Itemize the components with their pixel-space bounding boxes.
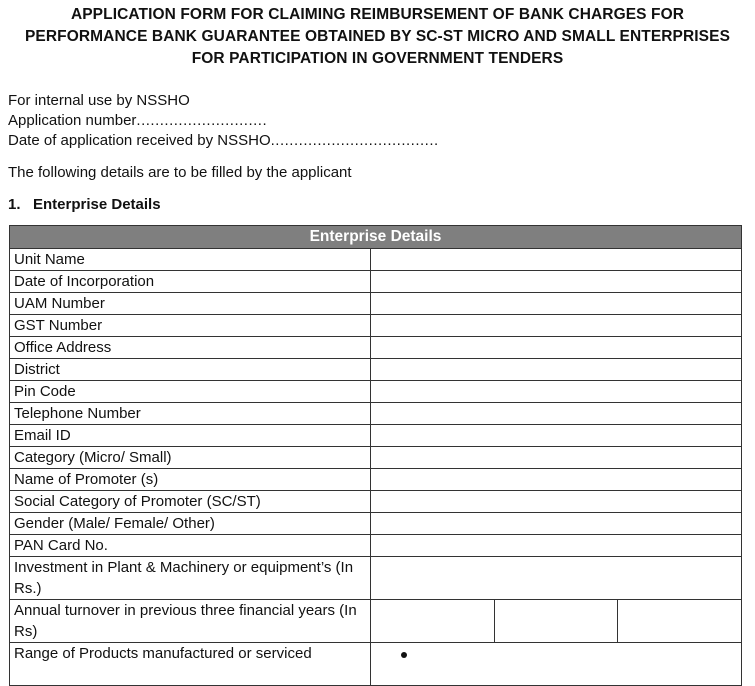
table-row <box>10 491 742 513</box>
table-row <box>10 403 742 425</box>
row-label-uam-number: UAM Number <box>10 293 371 315</box>
applicant-note: The following details are to be filled by the applicant <box>8 164 352 181</box>
bullet-icon <box>401 652 407 658</box>
table-row <box>10 643 742 686</box>
table-row <box>10 469 742 491</box>
date-received-line <box>8 131 439 151</box>
table-row <box>10 359 742 381</box>
social-category-field[interactable] <box>371 491 742 513</box>
telephone-number-field[interactable] <box>371 403 742 425</box>
row-label-unit-name: Unit Name <box>10 249 371 271</box>
row-label-office-address: Office Address <box>10 337 371 359</box>
row-label-name-of-promoter: Name of Promoter (s) <box>10 469 371 491</box>
turnover-year-3-field[interactable] <box>617 600 741 642</box>
pin-code-field[interactable] <box>371 381 742 403</box>
table-row <box>10 535 742 557</box>
form-title-line-3: FOR PARTICIPATION IN GOVERNMENT TENDERS <box>191 50 564 67</box>
uam-number-field[interactable] <box>371 293 742 315</box>
date-of-incorporation-field[interactable] <box>371 271 742 293</box>
section-number: 1. <box>8 196 21 213</box>
gst-number-field[interactable] <box>371 315 742 337</box>
unit-name-field[interactable] <box>371 249 742 271</box>
table-header-row <box>10 226 742 249</box>
table-row <box>10 513 742 535</box>
district-field[interactable] <box>371 359 742 381</box>
application-number-dots: ............................ <box>136 112 268 129</box>
row-label-gst-number: GST Number <box>10 315 371 337</box>
row-label-range-of-products: Range of Products manufactured or serviced <box>10 643 371 686</box>
enterprise-details-table <box>9 225 742 686</box>
internal-use-heading: For internal use by NSSHO <box>8 92 190 109</box>
table-header: Enterprise Details <box>10 226 742 249</box>
internal-use-block <box>8 91 439 151</box>
table-row <box>10 447 742 469</box>
form-title <box>0 4 755 70</box>
gender-field[interactable] <box>371 513 742 535</box>
table-row <box>10 315 742 337</box>
turnover-year-2-field[interactable] <box>494 600 618 642</box>
table-row <box>10 425 742 447</box>
range-of-products-field[interactable] <box>371 643 742 686</box>
pan-card-field[interactable] <box>371 535 742 557</box>
application-number-line <box>8 111 439 131</box>
annual-turnover-cells <box>371 600 742 643</box>
investment-field[interactable] <box>371 557 742 600</box>
table-row <box>10 600 742 643</box>
table-row <box>10 249 742 271</box>
category-field[interactable] <box>371 447 742 469</box>
form-title-line-2: PERFORMANCE BANK GUARANTEE OBTAINED BY SC-ST MICRO AND SMALL ENTERPRISES <box>24 28 731 45</box>
office-address-field[interactable] <box>371 337 742 359</box>
row-label-email-id: Email ID <box>10 425 371 447</box>
table-row <box>10 381 742 403</box>
table-row <box>10 557 742 600</box>
form-title-line-1: APPLICATION FORM FOR CLAIMING REIMBURSEMENT OF BANK CHARGES FOR <box>70 6 685 23</box>
row-label-pin-code: Pin Code <box>10 381 371 403</box>
row-label-telephone-number: Telephone Number <box>10 403 371 425</box>
row-label-gender: Gender (Male/ Female/ Other) <box>10 513 371 535</box>
row-label-pan-card: PAN Card No. <box>10 535 371 557</box>
section-heading <box>8 195 161 215</box>
table-row <box>10 337 742 359</box>
table-row <box>10 293 742 315</box>
row-label-category: Category (Micro/ Small) <box>10 447 371 469</box>
row-label-social-category: Social Category of Promoter (SC/ST) <box>10 491 371 513</box>
date-received-label: Date of application received by NSSHO <box>8 132 271 149</box>
turnover-year-1-field[interactable] <box>371 600 494 642</box>
application-number-label: Application number <box>8 112 137 129</box>
row-label-annual-turnover: Annual turnover in previous three financial years (In Rs) <box>10 600 371 643</box>
name-of-promoter-field[interactable] <box>371 469 742 491</box>
date-received-dots: .................................... <box>270 132 439 149</box>
row-label-investment: Investment in Plant & Machinery or equipment’s (In Rs.) <box>10 557 371 600</box>
table-row <box>10 271 742 293</box>
section-title: Enterprise Details <box>33 196 161 213</box>
row-label-date-of-incorporation: Date of Incorporation <box>10 271 371 293</box>
row-label-district: District <box>10 359 371 381</box>
email-id-field[interactable] <box>371 425 742 447</box>
